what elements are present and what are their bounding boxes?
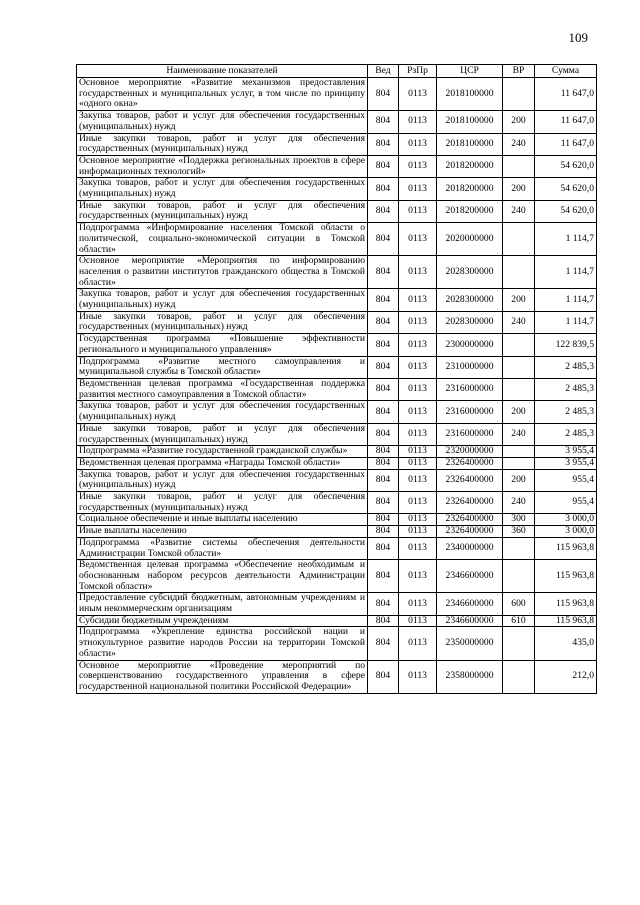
row-sum: 3 955,4 <box>535 446 597 458</box>
row-ved: 804 <box>368 560 399 593</box>
row-rzpr: 0113 <box>399 256 437 289</box>
row-ved: 804 <box>368 627 399 660</box>
row-csr: 2020000000 <box>437 223 503 256</box>
row-rzpr: 0113 <box>399 155 437 177</box>
row-csr: 2358000000 <box>437 660 503 693</box>
row-csr: 2028300000 <box>437 256 503 289</box>
row-name: Государственная программа «Повышение эффективности регионального и муниципального управления» <box>77 334 368 356</box>
row-name: Подпрограмма «Укрепление единства российской нации и этнокультурное развитие народов России на территории Томской области» <box>77 627 368 660</box>
row-rzpr: 0113 <box>399 356 437 378</box>
table-row <box>77 457 597 469</box>
row-rzpr: 0113 <box>399 334 437 356</box>
row-rzpr: 0113 <box>399 200 437 222</box>
row-vr <box>503 223 535 256</box>
row-sum: 3 000,0 <box>535 514 597 526</box>
row-ved: 804 <box>368 514 399 526</box>
row-name: Иные закупки товаров, работ и услуг для обеспечения государственных (муниципальных) нужд <box>77 200 368 222</box>
row-name: Ведомственная целевая программа «Государственная поддержка развития местного самоуправления в Томской области» <box>77 378 368 400</box>
row-csr: 2340000000 <box>437 537 503 559</box>
row-rzpr: 0113 <box>399 660 437 693</box>
table-row <box>77 615 597 627</box>
row-ved: 804 <box>368 615 399 627</box>
table-row <box>77 378 597 400</box>
row-ved: 804 <box>368 78 399 111</box>
row-sum: 3 955,4 <box>535 457 597 469</box>
row-name: Основное мероприятие «Поддержка региональных проектов в сфере информационных технологий» <box>77 155 368 177</box>
row-name: Иные закупки товаров, работ и услуг для обеспечения государственных (муниципальных) нужд <box>77 133 368 155</box>
row-vr <box>503 660 535 693</box>
row-rzpr: 0113 <box>399 401 437 423</box>
row-ved: 804 <box>368 446 399 458</box>
row-sum: 115 963,8 <box>535 560 597 593</box>
row-vr: 610 <box>503 615 535 627</box>
row-sum: 1 114,7 <box>535 256 597 289</box>
row-name: Подпрограмма «Информирование населения Томской области о политической, социально-экономической ситуации в Томской области» <box>77 223 368 256</box>
header-name: Наименование показателей <box>77 65 368 78</box>
row-rzpr: 0113 <box>399 311 437 333</box>
row-vr: 200 <box>503 469 535 491</box>
row-ved: 804 <box>368 660 399 693</box>
row-name: Закупка товаров, работ и услуг для обеспечения государственных (муниципальных) нужд <box>77 178 368 200</box>
row-csr: 2316000000 <box>437 378 503 400</box>
row-ved: 804 <box>368 401 399 423</box>
row-sum: 115 963,8 <box>535 615 597 627</box>
row-vr: 240 <box>503 133 535 155</box>
row-vr <box>503 627 535 660</box>
row-sum: 1 114,7 <box>535 311 597 333</box>
row-ved: 804 <box>368 334 399 356</box>
row-vr <box>503 457 535 469</box>
table-row <box>77 627 597 660</box>
row-vr: 200 <box>503 401 535 423</box>
row-name: Подпрограмма «Развитие системы обеспечения деятельности Администрации Томской области» <box>77 537 368 559</box>
row-name: Ведомственная целевая программа «Награды Томской области» <box>77 457 368 469</box>
row-csr: 2316000000 <box>437 401 503 423</box>
row-vr: 360 <box>503 526 535 538</box>
row-ved: 804 <box>368 111 399 133</box>
row-csr: 2028300000 <box>437 311 503 333</box>
row-vr <box>503 446 535 458</box>
table-row <box>77 223 597 256</box>
row-rzpr: 0113 <box>399 615 437 627</box>
row-csr: 2320000000 <box>437 446 503 458</box>
row-rzpr: 0113 <box>399 537 437 559</box>
row-ved: 804 <box>368 378 399 400</box>
row-sum: 2 485,3 <box>535 378 597 400</box>
row-csr: 2346600000 <box>437 560 503 593</box>
row-name: Подпрограмма «Развитие местного самоуправления и муниципальной службы в Томской области» <box>77 356 368 378</box>
row-sum: 2 485,3 <box>535 423 597 445</box>
table-row <box>77 111 597 133</box>
table-row <box>77 446 597 458</box>
table-row <box>77 356 597 378</box>
row-sum: 2 485,3 <box>535 356 597 378</box>
row-csr: 2018200000 <box>437 200 503 222</box>
row-name: Иные закупки товаров, работ и услуг для обеспечения государственных (муниципальных) нужд <box>77 311 368 333</box>
row-vr: 240 <box>503 200 535 222</box>
row-sum: 1 114,7 <box>535 289 597 311</box>
row-vr: 200 <box>503 178 535 200</box>
table-row <box>77 289 597 311</box>
row-sum: 115 963,8 <box>535 593 597 615</box>
row-csr: 2300000000 <box>437 334 503 356</box>
row-vr <box>503 537 535 559</box>
row-name: Закупка товаров, работ и услуг для обеспечения государственных (муниципальных) нужд <box>77 111 368 133</box>
row-sum: 115 963,8 <box>535 537 597 559</box>
table-row <box>77 593 597 615</box>
row-csr: 2346600000 <box>437 593 503 615</box>
row-rzpr: 0113 <box>399 627 437 660</box>
row-vr: 240 <box>503 311 535 333</box>
row-rzpr: 0113 <box>399 378 437 400</box>
row-ved: 804 <box>368 469 399 491</box>
row-rzpr: 0113 <box>399 469 437 491</box>
row-rzpr: 0113 <box>399 423 437 445</box>
row-rzpr: 0113 <box>399 223 437 256</box>
row-sum: 11 647,0 <box>535 78 597 111</box>
page-number: 109 <box>568 30 588 45</box>
header-rzpr: РзПр <box>399 65 437 78</box>
table-row <box>77 334 597 356</box>
row-ved: 804 <box>368 155 399 177</box>
table-row <box>77 514 597 526</box>
row-csr: 2326400000 <box>437 514 503 526</box>
budget-table <box>76 64 597 694</box>
row-rzpr: 0113 <box>399 178 437 200</box>
row-vr <box>503 378 535 400</box>
row-vr: 300 <box>503 514 535 526</box>
row-rzpr: 0113 <box>399 526 437 538</box>
row-csr: 2326400000 <box>437 492 503 514</box>
row-rzpr: 0113 <box>399 133 437 155</box>
row-rzpr: 0113 <box>399 446 437 458</box>
row-ved: 804 <box>368 593 399 615</box>
row-csr: 2326400000 <box>437 457 503 469</box>
table-row <box>77 660 597 693</box>
row-rzpr: 0113 <box>399 560 437 593</box>
row-ved: 804 <box>368 526 399 538</box>
row-name: Иные закупки товаров, работ и услуг для обеспечения государственных (муниципальных) нужд <box>77 423 368 445</box>
row-name: Основное мероприятие «Развитие механизмов предоставления государственных и муниципальных услуг, в том числе по принципу «одного окна» <box>77 78 368 111</box>
row-csr: 2316000000 <box>437 423 503 445</box>
table-header-row <box>77 65 597 78</box>
table-row <box>77 560 597 593</box>
row-vr <box>503 334 535 356</box>
row-sum: 11 647,0 <box>535 111 597 133</box>
row-ved: 804 <box>368 223 399 256</box>
row-sum: 955,4 <box>535 469 597 491</box>
table-row <box>77 526 597 538</box>
row-ved: 804 <box>368 311 399 333</box>
row-ved: 804 <box>368 289 399 311</box>
row-name: Закупка товаров, работ и услуг для обеспечения государственных (муниципальных) нужд <box>77 289 368 311</box>
row-vr <box>503 155 535 177</box>
row-sum: 54 620,0 <box>535 200 597 222</box>
row-vr <box>503 78 535 111</box>
table-row <box>77 78 597 111</box>
row-vr: 600 <box>503 593 535 615</box>
row-ved: 804 <box>368 256 399 289</box>
row-csr: 2028300000 <box>437 289 503 311</box>
row-vr <box>503 356 535 378</box>
table-row <box>77 401 597 423</box>
row-ved: 804 <box>368 457 399 469</box>
row-name: Субсидии бюджетным учреждениям <box>77 615 368 627</box>
header-csr: ЦСР <box>437 65 503 78</box>
table-row <box>77 256 597 289</box>
row-sum: 54 620,0 <box>535 178 597 200</box>
row-sum: 2 485,3 <box>535 401 597 423</box>
row-ved: 804 <box>368 356 399 378</box>
row-rzpr: 0113 <box>399 457 437 469</box>
row-ved: 804 <box>368 178 399 200</box>
table-body <box>77 78 597 694</box>
row-csr: 2018100000 <box>437 111 503 133</box>
row-ved: 804 <box>368 133 399 155</box>
table-row <box>77 178 597 200</box>
row-sum: 435,0 <box>535 627 597 660</box>
row-vr: 200 <box>503 111 535 133</box>
table-row <box>77 469 597 491</box>
row-vr: 240 <box>503 492 535 514</box>
row-vr: 240 <box>503 423 535 445</box>
row-csr: 2346600000 <box>437 615 503 627</box>
row-sum: 54 620,0 <box>535 155 597 177</box>
table-row <box>77 200 597 222</box>
header-ved: Вед <box>368 65 399 78</box>
row-name: Предоставление субсидий бюджетным, автономным учреждениям и иным некоммерческим организациям <box>77 593 368 615</box>
row-name: Ведомственная целевая программа «Обеспечение необходимым и обоснованным набором ресурсов деятельности Администрации Томской области» <box>77 560 368 593</box>
row-name: Подпрограмма «Развитие государственной гражданской службы» <box>77 446 368 458</box>
row-ved: 804 <box>368 200 399 222</box>
table-row <box>77 133 597 155</box>
row-rzpr: 0113 <box>399 593 437 615</box>
row-csr: 2018100000 <box>437 133 503 155</box>
table-row <box>77 492 597 514</box>
row-name: Иные выплаты населению <box>77 526 368 538</box>
row-sum: 11 647,0 <box>535 133 597 155</box>
row-vr: 200 <box>503 289 535 311</box>
table-row <box>77 311 597 333</box>
row-sum: 955,4 <box>535 492 597 514</box>
row-csr: 2350000000 <box>437 627 503 660</box>
row-rzpr: 0113 <box>399 78 437 111</box>
table-row <box>77 537 597 559</box>
row-sum: 122 839,5 <box>535 334 597 356</box>
table-row <box>77 423 597 445</box>
row-name: Иные закупки товаров, работ и услуг для обеспечения государственных (муниципальных) нужд <box>77 492 368 514</box>
table-row <box>77 155 597 177</box>
row-csr: 2018100000 <box>437 78 503 111</box>
row-rzpr: 0113 <box>399 289 437 311</box>
row-sum: 212,0 <box>535 660 597 693</box>
header-sum: Сумма <box>535 65 597 78</box>
row-ved: 804 <box>368 492 399 514</box>
row-vr <box>503 560 535 593</box>
row-name: Закупка товаров, работ и услуг для обеспечения государственных (муниципальных) нужд <box>77 469 368 491</box>
row-name: Закупка товаров, работ и услуг для обеспечения государственных (муниципальных) нужд <box>77 401 368 423</box>
row-csr: 2326400000 <box>437 469 503 491</box>
row-name: Основное мероприятие «Мероприятия по информированию населения о развитии институтов гражданского общества в Томской области» <box>77 256 368 289</box>
row-csr: 2018200000 <box>437 178 503 200</box>
row-rzpr: 0113 <box>399 492 437 514</box>
row-sum: 1 114,7 <box>535 223 597 256</box>
row-rzpr: 0113 <box>399 514 437 526</box>
row-csr: 2310000000 <box>437 356 503 378</box>
row-rzpr: 0113 <box>399 111 437 133</box>
row-csr: 2326400000 <box>437 526 503 538</box>
row-ved: 804 <box>368 537 399 559</box>
row-name: Основное мероприятие «Проведение мероприятий по совершенствованию государственного управления в сфере государственной национальной политики Российской Федерации» <box>77 660 368 693</box>
row-csr: 2018200000 <box>437 155 503 177</box>
header-vr: ВР <box>503 65 535 78</box>
row-sum: 3 000,0 <box>535 526 597 538</box>
row-ved: 804 <box>368 423 399 445</box>
row-name: Социальное обеспечение и иные выплаты населению <box>77 514 368 526</box>
row-vr <box>503 256 535 289</box>
